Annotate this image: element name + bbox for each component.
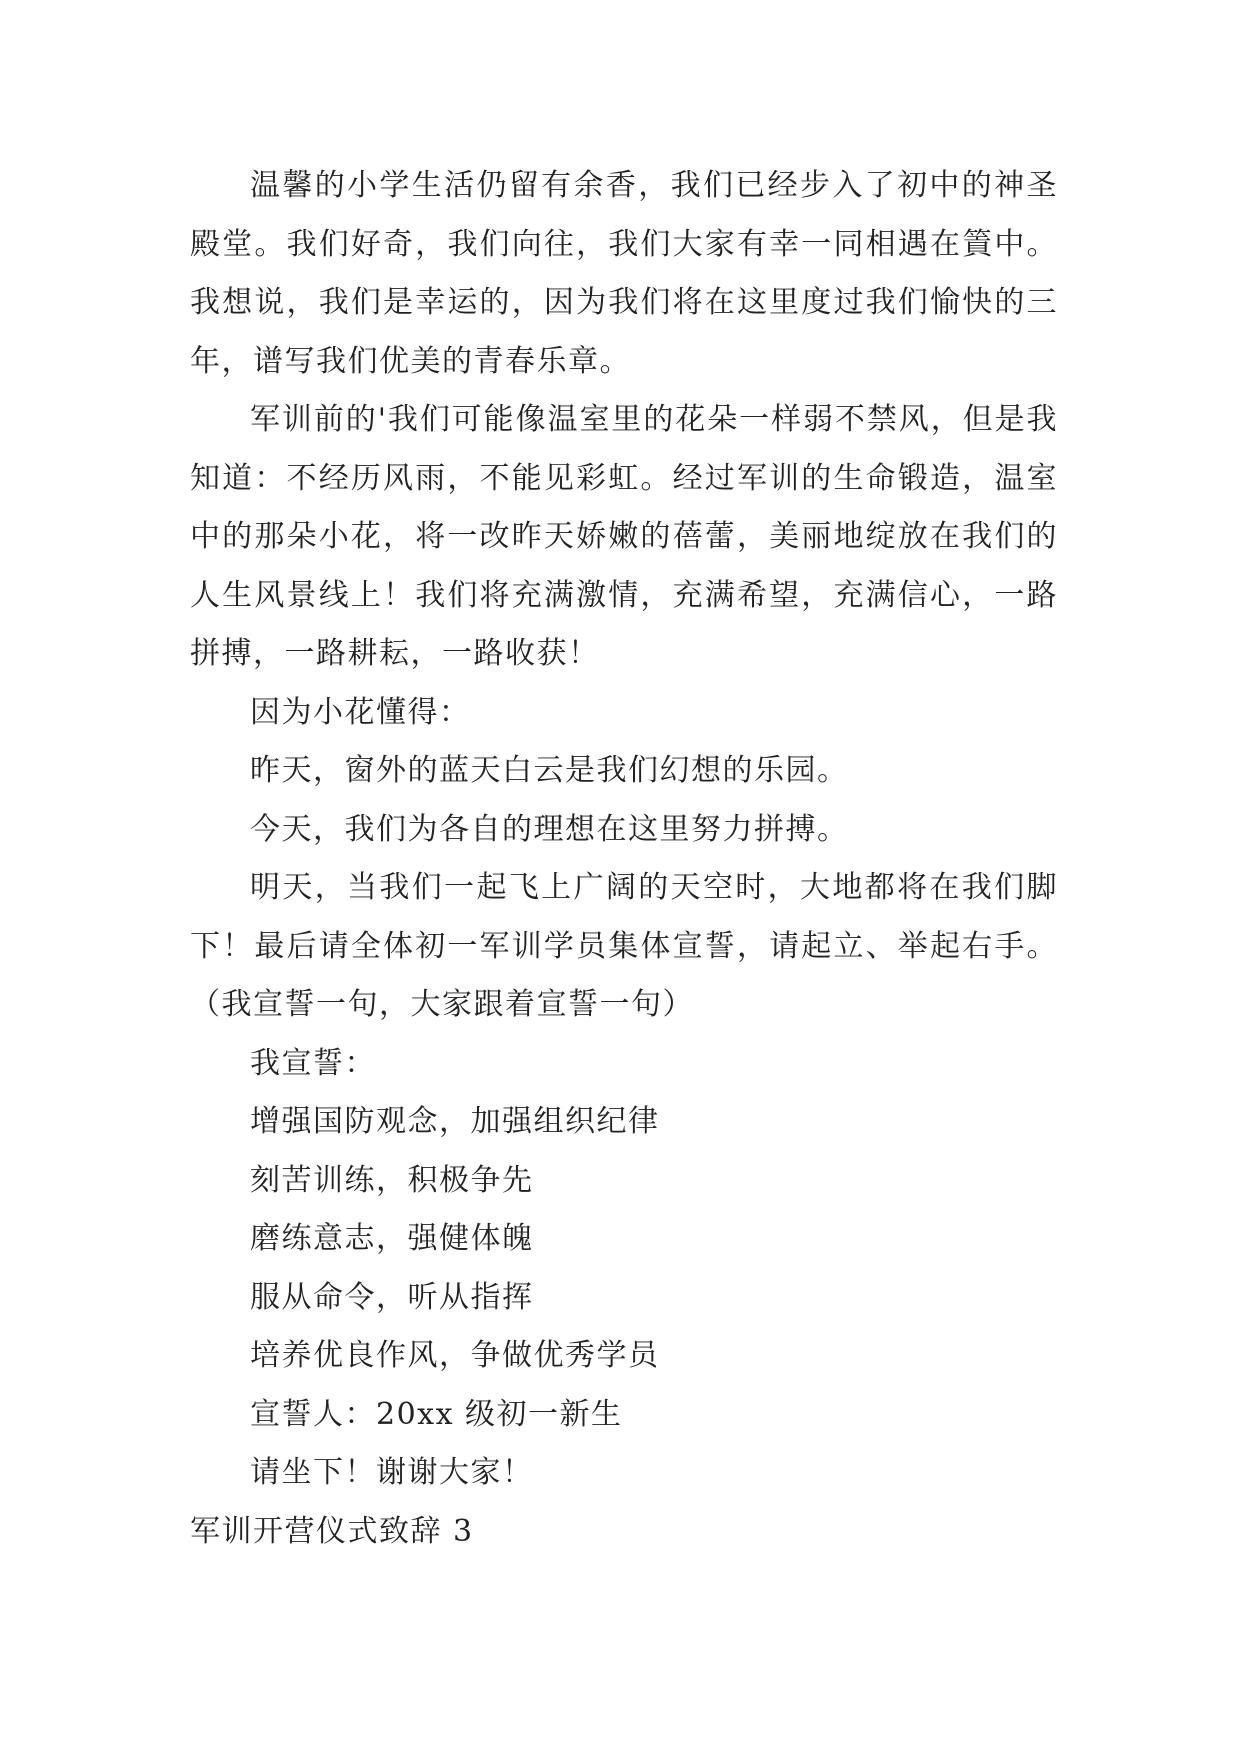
oath-line-obey: 服从命令，听从指挥 <box>250 1279 534 1315</box>
oath-line-signatory: 宣誓人：20xx 级初一新生 <box>250 1396 623 1432</box>
oath-line-national-defense: 增强国防观念，加强组织纪律 <box>250 1104 660 1139</box>
section-heading: 军训开营仪式致辞 3 <box>190 1513 474 1549</box>
paragraph-tomorrow: 明天，当我们一起飞上广阔的天空时，大地都将在我们脚下！最后请全体初一军训学员集体宣誓，请起立、举起右手。（我宣誓一句，大家跟着宣誓一句） <box>190 870 1058 1022</box>
oath-line-intro: 我宣誓： <box>250 1045 376 1081</box>
oath-line-style: 培养优良作风，争做优秀学员 <box>250 1338 660 1373</box>
paragraph-military-training: 军训前的'我们可能像温室里的花朵一样弱不禁风，但是我知道：不经历风雨，不能见彩虹。经过军训的生命锻造，温室中的那朵小花，将一改昨天娇嫩的蓓蕾，美丽地绽放在我们的人生风景线上！我们将充满激情，充满希望，充满信心，一路拼搏，一路耕耘，一路收获！ <box>190 402 1058 671</box>
document-body <box>190 157 1058 1561</box>
paragraph-intro: 温馨的小学生活仍留有余香，我们已经步入了初中的神圣殿堂。我们好奇，我们向往，我们大家有幸一同相遇在篢中。我想说，我们是幸运的，因为我们将在这里度过我们愉快的三年，谱写我们优美的青春乐章。 <box>190 168 1058 379</box>
line-yesterday: 昨天，窗外的蓝天白云是我们幻想的乐园。 <box>250 753 849 788</box>
oath-line-willpower: 磨练意志，强健体魄 <box>250 1221 534 1256</box>
oath-line-training: 刻苦训练，积极争先 <box>250 1162 534 1198</box>
line-because: 因为小花懂得： <box>250 694 471 730</box>
oath-line-closing: 请坐下！谢谢大家！ <box>250 1455 534 1490</box>
line-today: 今天，我们为各自的理想在这里努力拼搏。 <box>250 811 849 847</box>
